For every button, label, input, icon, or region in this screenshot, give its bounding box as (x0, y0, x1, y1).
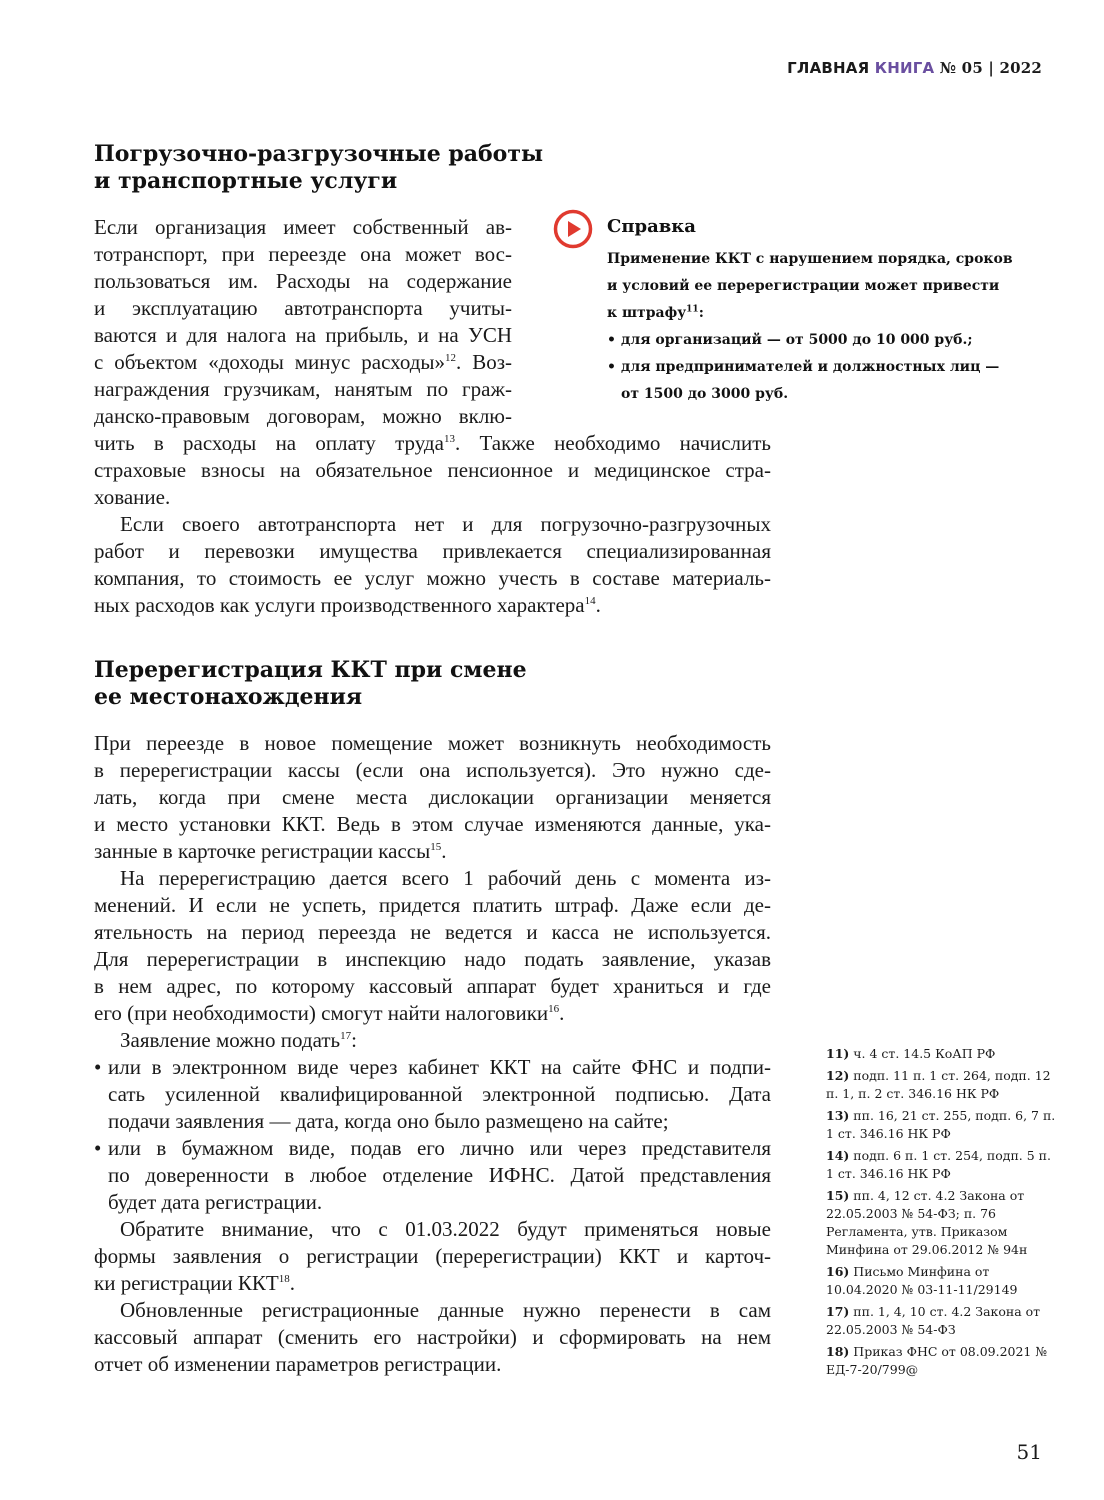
text-fragment: занные в карточке регистрации кассы (94, 839, 431, 863)
text-line: в перерегистрации кассы (если она используется). Это нужно сде- (94, 758, 771, 782)
footnote (826, 1107, 1056, 1143)
footnote (826, 1303, 1056, 1339)
footnote-ref[interactable]: 12 (445, 352, 457, 364)
text-fragment: ных расходов как услуги производственного характера (94, 593, 585, 617)
text-line: При переезде в новое помещение может возникнуть необходимость (94, 731, 771, 755)
text-fragment: ки регистрации ККТ (94, 1271, 279, 1295)
footnote-text: Письмо Минфина от 10.04.2020 № 03-11-11/29149 (826, 1264, 1018, 1297)
text-line: Если своего автотранспорта нет и для погрузочно-разгрузочных (120, 512, 771, 536)
bullet-icon: • (607, 332, 616, 348)
text-line (94, 592, 771, 619)
footnote (826, 1263, 1056, 1299)
bullet-icon: • (607, 359, 616, 375)
footnote (826, 1045, 1056, 1063)
text-line (94, 1000, 771, 1027)
text-line: подачи заявления — дата, когда оно было размещено на сайте; (108, 1109, 669, 1133)
text-line: пользоваться им. Расходы на содержание (94, 269, 512, 293)
section-title-loading-works (94, 141, 543, 195)
text-line: отчет об изменении параметров регистрации. (94, 1352, 502, 1376)
text-line: награждения грузчикам, нанятым по граж- (94, 377, 512, 401)
footnote-text: пп. 1, 4, 10 ст. 4.2 Закона от 22.05.2003 № 54-ФЗ (826, 1304, 1041, 1337)
list-item (94, 1135, 771, 1162)
sidebox-line: от 1500 до 3000 руб. (621, 386, 789, 402)
sidebox-bullet (607, 354, 1043, 381)
text-line: и эксплуатацию автотранспорта учиты- (94, 296, 512, 320)
sidebox-line: Применение ККТ с нарушением порядка, сроков (607, 251, 1013, 267)
brand-name-part1: ГЛАВНАЯ (787, 59, 870, 77)
text-line (94, 349, 512, 376)
text-line: Для перерегистрации в инспекцию надо подать заявление, указав (94, 947, 771, 971)
text-fragment: или в бумажном виде, подав его лично или через представителя (108, 1136, 771, 1160)
text-line (94, 1270, 771, 1297)
text-line: тотранспорт, при переезде она может вос- (94, 242, 512, 266)
paragraph-own-transport (94, 214, 512, 430)
footnote-number: 12) (826, 1068, 850, 1083)
text-fragment: с объектом «доходы минус расходы» (94, 350, 446, 374)
sidebox-body (607, 246, 1043, 408)
section-title-kkt-reregistration (94, 657, 527, 711)
footnote (826, 1147, 1056, 1183)
paragraph-own-transport-cont (94, 430, 771, 619)
footnote-number: 17) (826, 1304, 850, 1319)
footnote-ref[interactable]: 18 (278, 1273, 290, 1285)
footnote-text: подп. 11 п. 1 ст. 264, подп. 12 п. 1, п. 2 ст. 346.16 НК РФ (826, 1068, 1051, 1101)
text-line: менений. И если не успеть, придется платить штраф. Даже если де- (94, 893, 771, 917)
footnote-text: ч. 4 ст. 14.5 КоАП РФ (853, 1046, 996, 1061)
footnote (826, 1067, 1056, 1103)
text-fragment: : (351, 1028, 357, 1052)
text-line: ятельность на период переезда не ведется и касса не используется. (94, 920, 771, 944)
text-line (94, 838, 771, 865)
footnote-number: 15) (826, 1188, 850, 1203)
play-circle-icon (553, 209, 593, 249)
text-line (94, 1027, 771, 1054)
text-fragment: к штрафу (607, 305, 687, 321)
footnotes (826, 1045, 1056, 1383)
text-fragment: . (595, 593, 601, 617)
text-line: формы заявления о регистрации (перерегистрации) ККТ и карточ- (94, 1244, 771, 1268)
text-line: ваются и для налога на прибыль, и на УСН (94, 323, 512, 347)
text-fragment: его (при необходимости) смогут найти налоговики (94, 1001, 549, 1025)
magazine-header (787, 59, 1042, 77)
section2-body (94, 730, 771, 1378)
page-number: 51 (1016, 1440, 1042, 1464)
footnote (826, 1187, 1056, 1259)
footnote-ref[interactable]: 14 (584, 595, 596, 607)
title-line: и транспортные услуги (94, 168, 398, 194)
bullet-icon: • (94, 1136, 102, 1160)
footnote-text: пп. 4, 12 ст. 4.2 Закона от 22.05.2003 № 54-ФЗ; п. 76 Регламента, утв. Приказом Минфина от 29.06.2012 № 94н (826, 1188, 1028, 1257)
text-line: будет дата регистрации. (108, 1190, 323, 1214)
text-fragment: для предпринимателей и должностных лиц — (621, 359, 1000, 375)
footnote-text: пп. 16, 21 ст. 255, подп. 6, 7 п. 1 ст. 346.16 НК РФ (826, 1108, 1056, 1141)
text-line: компания, то стоимость ее услуг можно учесть в составе материаль- (94, 566, 771, 590)
footnote-ref[interactable]: 15 (430, 841, 442, 853)
footnote-number: 13) (826, 1108, 850, 1123)
sidebox-title: Справка (607, 216, 696, 237)
title-line: Перерегистрация ККТ при смене (94, 657, 527, 683)
footnote-number: 16) (826, 1264, 850, 1279)
footnote-ref[interactable]: 11 (686, 304, 699, 315)
text-line: хование. (94, 485, 171, 509)
text-line: сать усиленной квалифицированной электронной подписью. Дата (108, 1082, 771, 1106)
footnote-ref[interactable]: 16 (548, 1003, 560, 1015)
text-line: по доверенности в любое отделение ИФНС. Датой представления (108, 1163, 771, 1187)
issue-number: № 05 | 2022 (939, 59, 1042, 77)
text-line: Если организация имеет собственный ав- (94, 215, 512, 239)
text-fragment: для организаций — от 5000 до 10 000 руб.; (621, 332, 973, 348)
text-line: страховые взносы на обязательное пенсионное и медицинское стра- (94, 458, 771, 482)
text-fragment: . Воз- (456, 350, 512, 374)
text-fragment: . (441, 839, 447, 863)
footnote-text: Приказ ФНС от 08.09.2021 № ЕД-7-20/799@ (826, 1344, 1048, 1377)
text-line: данско-правовым договорам, можно вклю- (94, 404, 512, 428)
sidebox-line: и условий ее перерегистрации может привести (607, 278, 1000, 294)
title-line: Погрузочно-разгрузочные работы (94, 141, 544, 167)
title-line: ее местонахождения (94, 684, 363, 710)
text-line: и место установки ККТ. Ведь в этом случае изменяются данные, ука- (94, 812, 771, 836)
brand-name-part2: КНИГА (874, 59, 935, 77)
list-item (94, 1054, 771, 1081)
text-fragment: чить в расходы на оплату труда (94, 431, 444, 455)
sidebox-line (607, 300, 1043, 327)
text-fragment: . (559, 1001, 565, 1025)
text-fragment: . Также необходимо начислить (454, 431, 771, 455)
bullet-icon: • (94, 1055, 102, 1079)
text-line: кассовый аппарат (сменить его настройки) и сформировать на нем (94, 1325, 771, 1349)
text-line: в нем адрес, по которому кассовый аппарат будет храниться и где (94, 974, 771, 998)
footnote-number: 11) (826, 1046, 850, 1061)
footnote-ref[interactable]: 13 (443, 433, 455, 445)
sidebox-bullet (607, 327, 1043, 354)
footnote-text: подп. 6 п. 1 ст. 254, подп. 5 п. 1 ст. 346.16 НК РФ (826, 1148, 1051, 1181)
text-line (94, 430, 771, 457)
footnote-number: 18) (826, 1344, 850, 1359)
text-line: лать, когда при смене места дислокации организации меняется (94, 785, 771, 809)
footnote-number: 14) (826, 1148, 850, 1163)
text-line: На перерегистрацию дается всего 1 рабочий день с момента из- (120, 866, 771, 890)
text-line: работ и перевозки имущества привлекается специализированная (94, 539, 771, 563)
text-fragment: Заявление можно подать (120, 1028, 341, 1052)
text-line: Обратите внимание, что с 01.03.2022 будут применяться новые (120, 1217, 771, 1241)
text-fragment: или в электронном виде через кабинет ККТ на сайте ФНС и подпи- (108, 1055, 771, 1079)
text-line: Обновленные регистрационные данные нужно перенести в сам (120, 1298, 771, 1322)
footnote-ref[interactable]: 17 (340, 1030, 352, 1042)
text-fragment: . (289, 1271, 295, 1295)
footnote (826, 1343, 1056, 1379)
text-fragment: : (698, 305, 704, 321)
